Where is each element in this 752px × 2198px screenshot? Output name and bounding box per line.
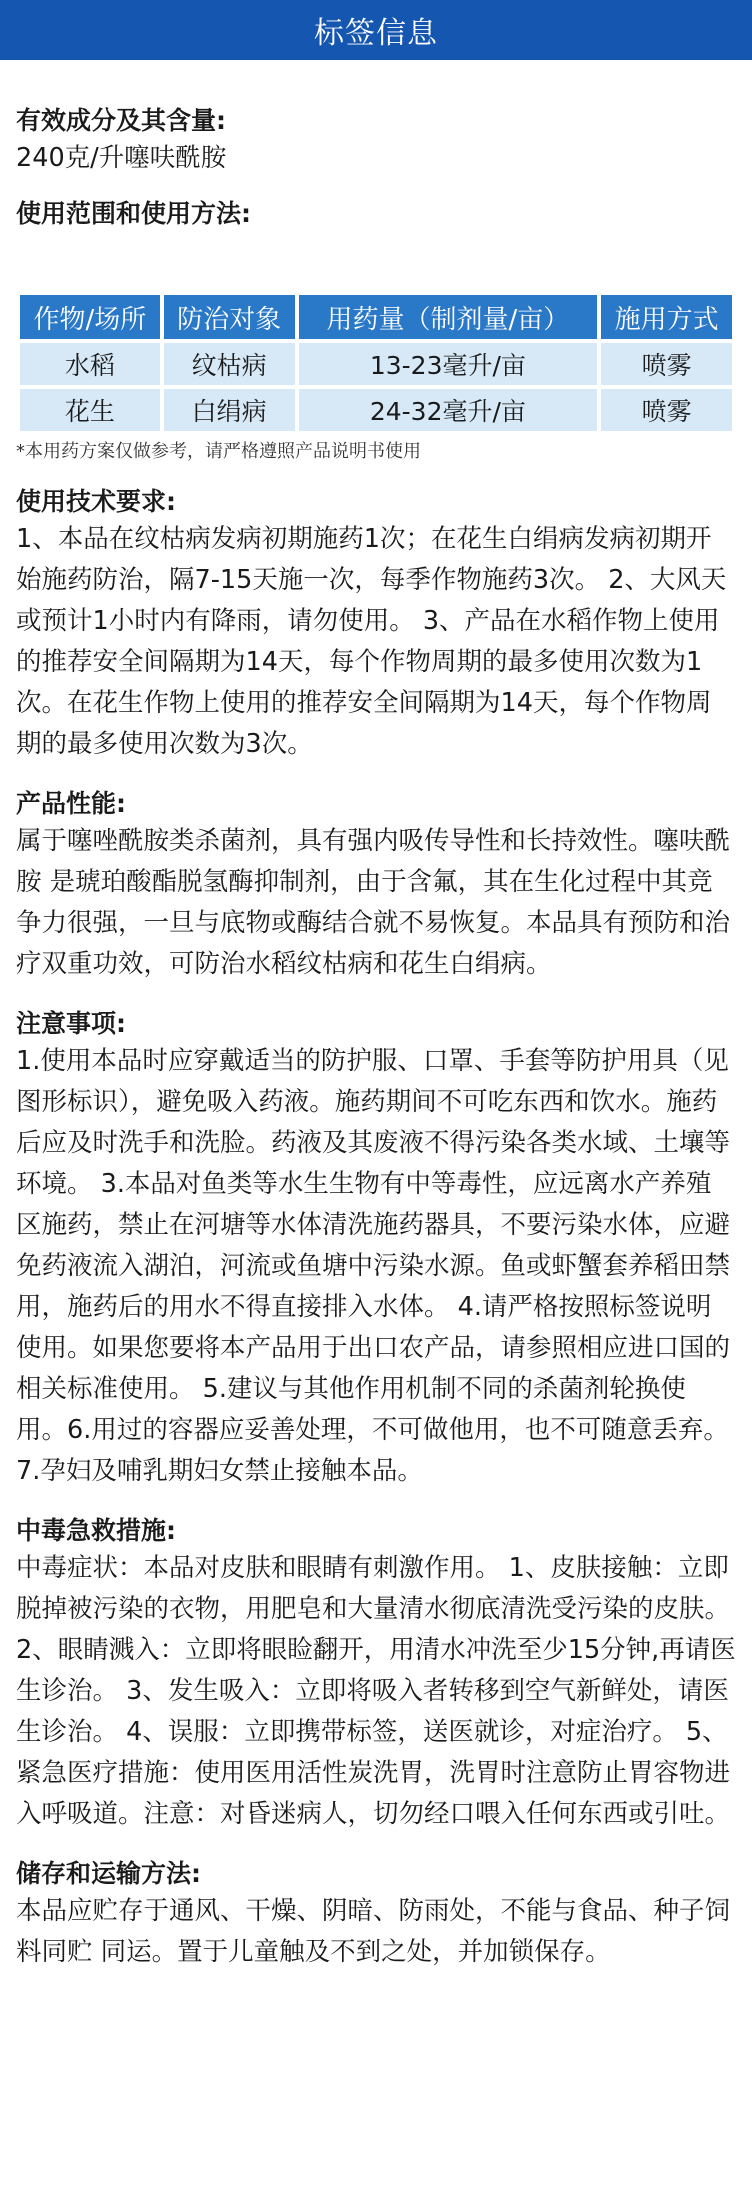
table-header-row [20, 295, 732, 339]
precautions-text: 1.使用本品时应穿戴适当的防护服、口罩、手套等防护用具（见图形标识），避免吸入药液。施药期间不可吃东西和饮水。施药后应及时洗手和洗脸。药液及其废液不得污染各类水域、土壤等环境。 3.本品对鱼类等水生生物有中等毒性，应远离水产养殖区施药，禁止在河塘等水体清洗施药器具，不要污染水体，应避免药液流入湖泊，河流或鱼塘中污染水源。鱼或虾蟹套养稻田禁用，施药后的用水不得直接排入水体。 4.请严格按照标签说明使用。如果您要将本产品用于出口农产品，请参照相应进口国的相关标准使用。 5.建议与其他作用机制不同的杀菌剂轮换使用。6.用过的容器应妥善处理，不可做他用，也不可随意丢弃。 7.孕妇及哺乳期妇女禁止接触本品。 [16, 1046, 731, 1486]
usage-title: 使用范围和使用方法: [16, 199, 251, 228]
ingredient-text: 240克/升噻呋酰胺 [16, 143, 227, 173]
table-header-cell: 施用方式 [601, 295, 732, 339]
table-row [20, 389, 732, 431]
firstaid-text: 中毒症状：本品对皮肤和眼睛有刺激作用。 1、皮肤接触：立即脱掉被污染的衣物，用肥皂和大量清水彻底清洗受污染的皮肤。 2、眼睛溅入：立即将眼睑翻开，用清水冲洗至少15分钟,再请医生诊治。 3、发生吸入：立即将吸入者转移到空气新鲜处，请医生诊治。 4、误服：立即携带标签，送医就诊，对症治疗。 5、紧急医疗措施：使用医用活性炭洗胃，洗胃时注意防止胃容物进入呼吸道。注意：对昏迷病人，切勿经口喂入任何东西或引吐。 [16, 1553, 736, 1829]
precautions-title: 注意事项: [16, 1009, 126, 1038]
technique-title: 使用技术要求: [16, 487, 176, 516]
storage-text: 本品应贮存于通风、干燥、阴暗、防雨处，不能与食品、种子饲料同贮 同运。置于儿童触及不到之处，并加锁保存。 [16, 1896, 731, 1967]
performance-title: 产品性能: [16, 789, 126, 818]
table-cell: 水稻 [20, 343, 160, 385]
table-cell: 喷雾 [601, 389, 732, 431]
technique-section [16, 485, 736, 765]
usage-section [16, 197, 736, 465]
table-row [20, 343, 732, 385]
storage-title: 储存和运输方法: [16, 1859, 201, 1888]
table-header-cell: 作物/场所 [20, 295, 160, 339]
page-title: 标签信息 [314, 16, 438, 51]
performance-section [16, 787, 736, 985]
firstaid-title: 中毒急救措施: [16, 1516, 176, 1545]
table-cell: 24-32毫升/亩 [299, 389, 598, 431]
ingredient-section [16, 104, 736, 179]
table-cell: 13-23毫升/亩 [299, 343, 598, 385]
storage-section [16, 1857, 736, 1973]
firstaid-section [16, 1514, 736, 1835]
page-header [0, 0, 752, 60]
table-header-cell: 用药量（制剂量/亩） [299, 295, 598, 339]
usage-note: *本用药方案仅做参考，请严格遵照产品说明书使用 [16, 441, 421, 462]
table-header-cell: 防治对象 [164, 295, 295, 339]
usage-table [16, 291, 736, 435]
performance-text: 属于噻唑酰胺类杀菌剂，具有强内吸传导性和长持效性。噻呋酰胺 是琥珀酸酯脱氢酶抑制剂，由于含氟，其在生化过程中其竞争力很强，一旦与底物或酶结合就不易恢复。本品具有预防和治疗双重功效，可防治水稻纹枯病和花生白绢病。 [16, 826, 731, 979]
precautions-section [16, 1007, 736, 1492]
ingredient-title: 有效成分及其含量: [16, 106, 226, 135]
table-cell: 喷雾 [601, 343, 732, 385]
table-cell: 花生 [20, 389, 160, 431]
label-content [0, 60, 752, 1973]
table-cell: 纹枯病 [164, 343, 295, 385]
table-cell: 白绢病 [164, 389, 295, 431]
technique-text: 1、本品在纹枯病发病初期施药1次；在花生白绢病发病初期开始施药防治，隔7-15天施一次，每季作物施药3次。 2、大风天或预计1小时内有降雨，请勿使用。 3、产品在水稻作物上使用的推荐安全间隔期为14天，每个作物周期的最多使用次数为1次。在花生作物上使用的推荐安全间隔期为14天，每个作物周期的最多使用次数为3次。 [16, 524, 727, 759]
